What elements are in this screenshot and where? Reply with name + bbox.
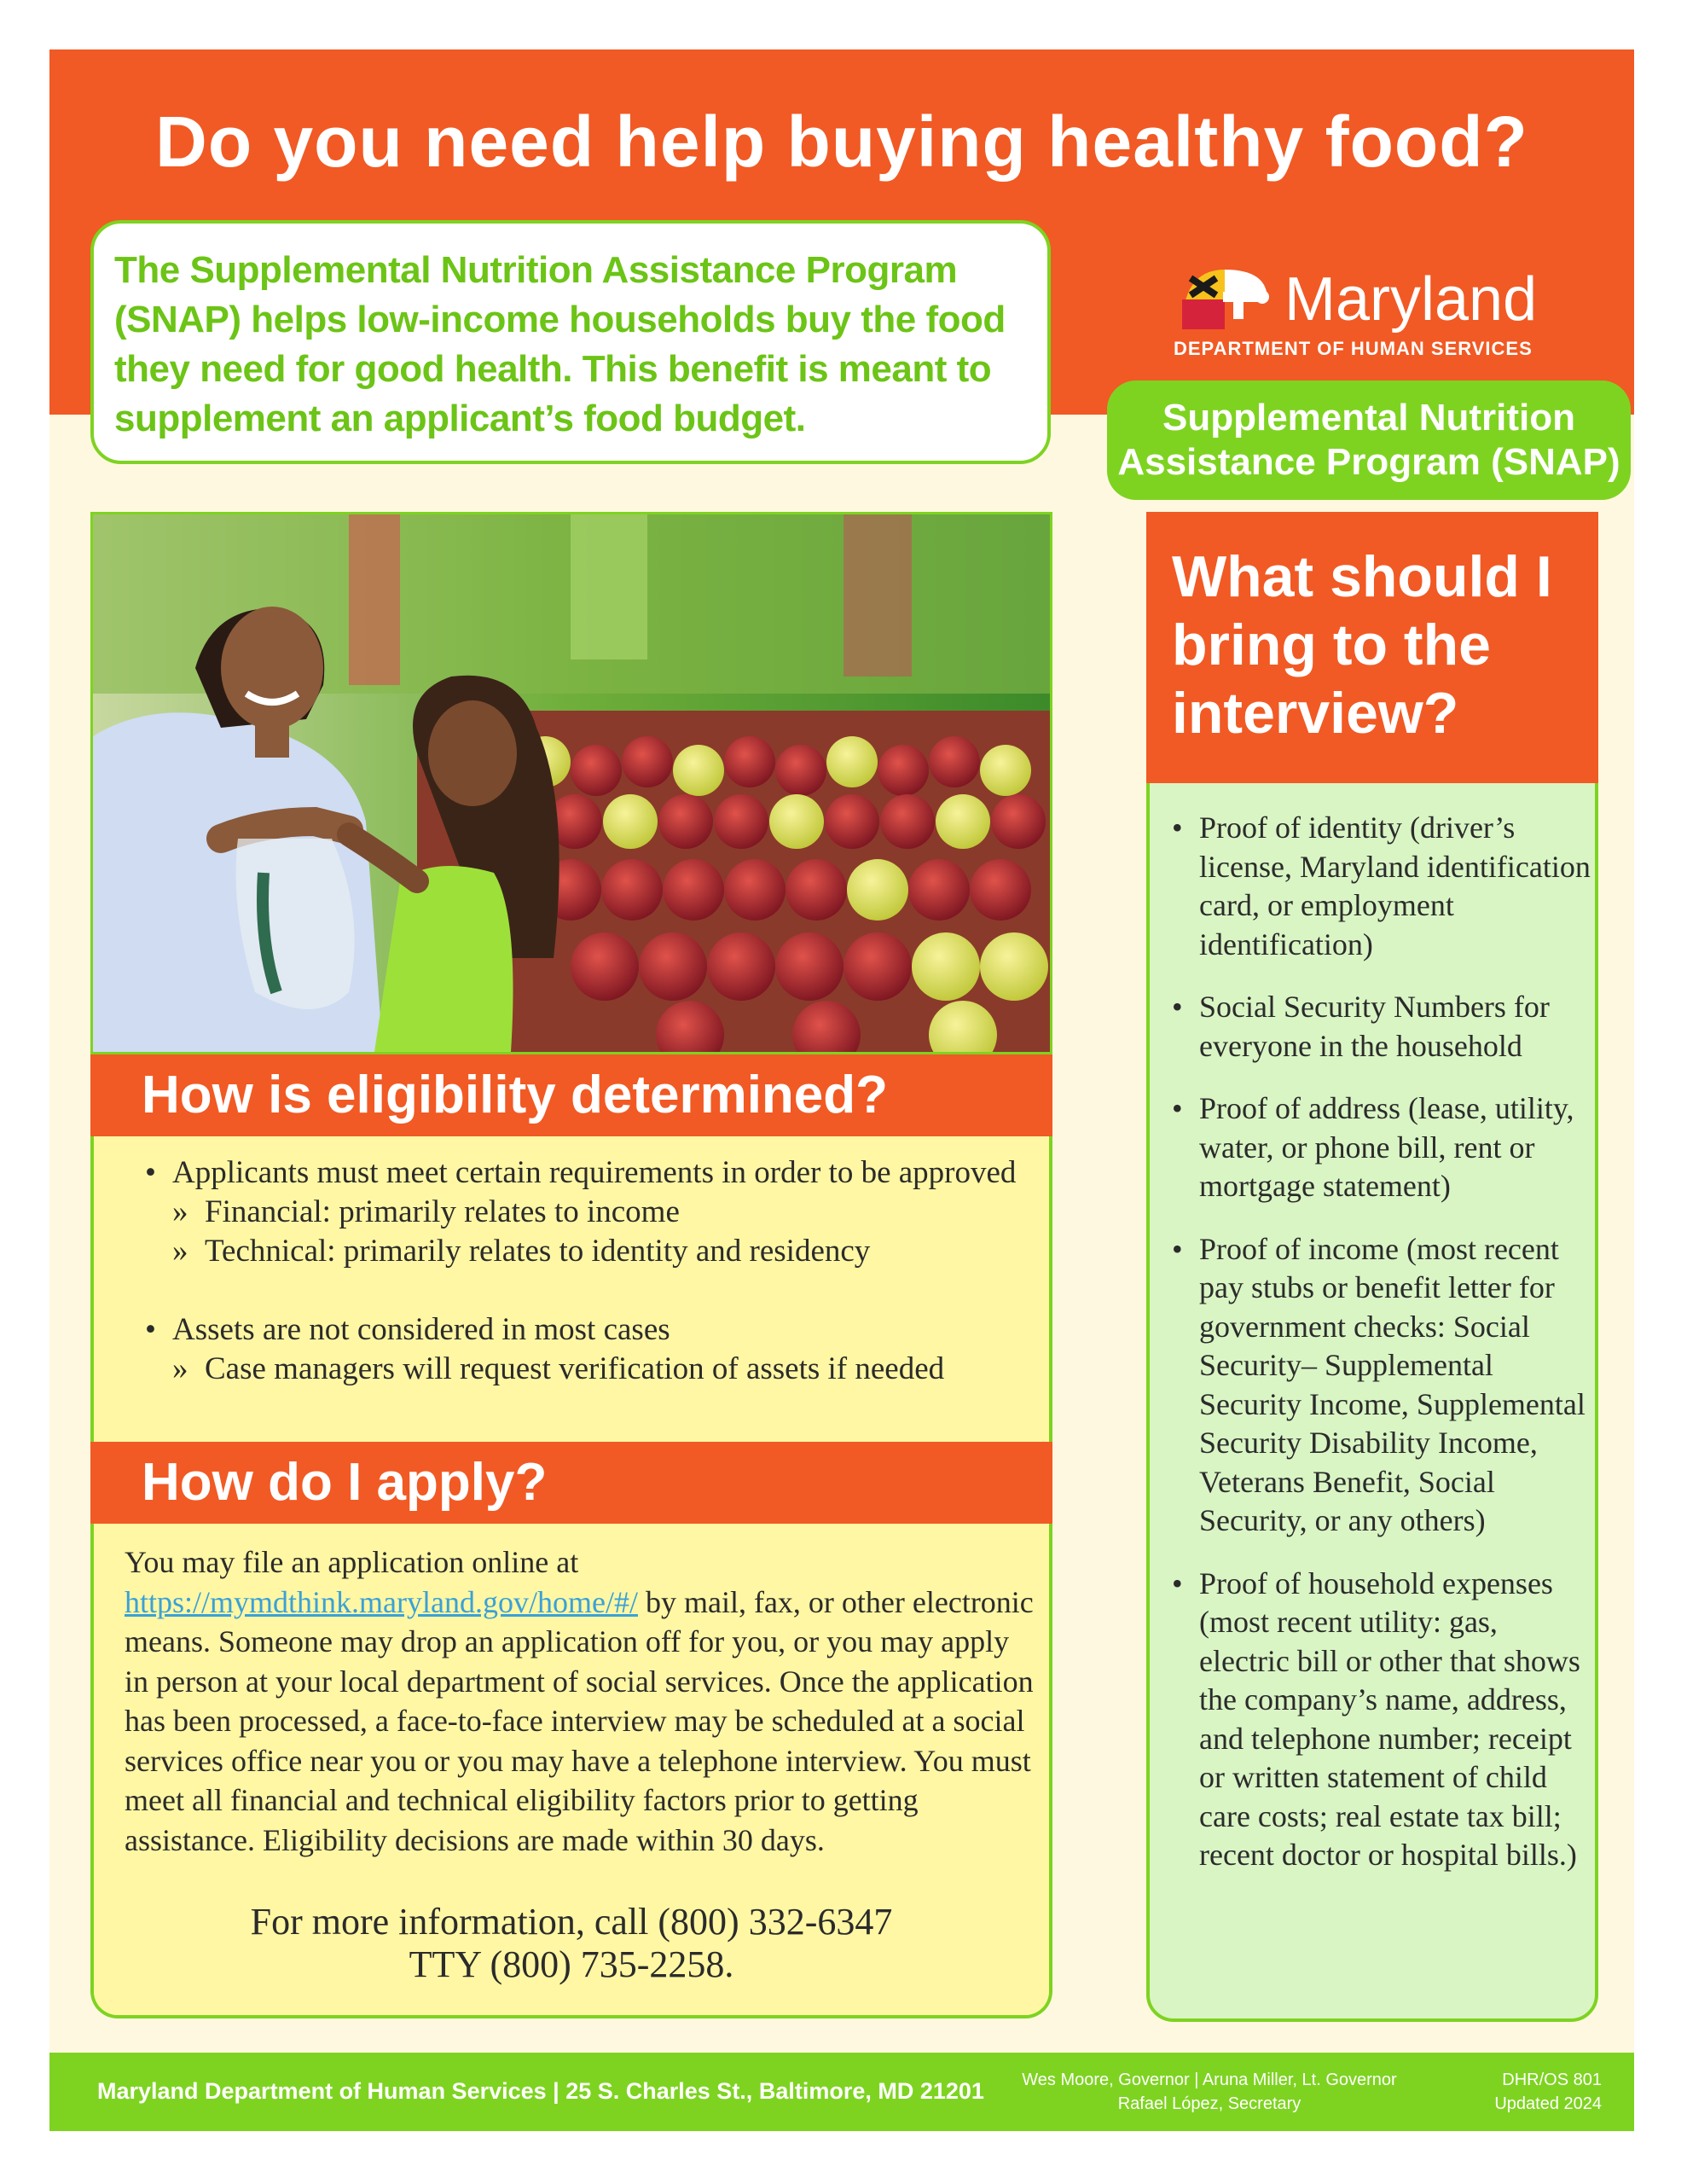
contact-phone (90, 1901, 1052, 1986)
footer-address: Maryland Department of Human Services | 25 S. Charles St., Baltimore, MD 21201 (97, 2078, 984, 2104)
program-pill-line2: Assistance Program (SNAP) (1117, 441, 1620, 483)
interview-heading-bar (1146, 512, 1598, 783)
maryland-dhs-logo (1174, 261, 1574, 363)
interview-heading: What should I bring to the interview? (1172, 544, 1552, 746)
maryland-flag-icon (1174, 261, 1276, 338)
tty-line: TTY (800) 735-2258. (409, 1943, 734, 1985)
list-subitem: » Case managers will request verification of assets if needed (142, 1350, 1037, 1389)
footer-officials (988, 2068, 1431, 2116)
intro-text: The Supplemental Nutrition Assistance Program (SNAP) helps low-income households buy the food they need for good health. This benefit is meant to supplement an applicant’s food budget. (114, 249, 1006, 439)
list-item: • Proof of household expenses (most recent utility: gas, electric bill or other that shows the company’s name, address, and telephone number; receipt or written statement of child care costs; real estate tax bill; recent doctor or hospital bills.) (1168, 1565, 1595, 1875)
apply-text-start: You may file an application online at (125, 1545, 579, 1579)
list-item: • Proof of identity (driver’s license, Maryland identification card, or employment identification) (1168, 809, 1595, 964)
list-item: • Proof of income (most recent pay stubs or benefit letter for government checks: Social Security– Supplemental Security Income, Supplemental Security Disability Income, Veterans Benefit, Social Security, or any others) (1168, 1230, 1595, 1541)
eligibility-list (142, 1153, 1037, 1389)
eligibility-heading: How is eligibility determined? (142, 1066, 889, 1124)
footer-officials-line1: Wes Moore, Governor | Aruna Miller, Lt. Governor (1022, 2071, 1397, 2089)
apply-text-rest: by mail, fax, or other electronic means. Someone may drop an application off for you, or you may apply in person at your local department of social services. Once the application has been processed, a face-to-face interview may be scheduled at a social services office near you or you may have a telephone interview. You must meet all financial and technical eligibility factors prior to getting assistance. Eligibility decisions are made within 30 days. (125, 1584, 1034, 1857)
list-subitem: » Technical: primarily relates to identity and residency (142, 1232, 1037, 1271)
logo-subtitle: DEPARTMENT OF HUMAN SERVICES (1174, 338, 1533, 359)
grocery-scene-illustration (93, 514, 1050, 1052)
list-item: • Applicants must meet certain requirements in order to be approved (142, 1153, 1037, 1193)
list-item: • Assets are not considered in most cases (142, 1310, 1037, 1350)
list-subitem: » Financial: primarily relates to income (142, 1193, 1037, 1232)
apply-heading: How do I apply? (142, 1453, 548, 1512)
apply-paragraph (125, 1542, 1037, 1860)
eligibility-heading-bar (90, 1054, 1052, 1136)
application-link[interactable]: https://mymdthink.maryland.gov/home/#/ (125, 1584, 638, 1619)
program-pill (1107, 380, 1631, 500)
list-item: • Proof of address (lease, utility, water, or phone bill, rent or mortgage statement) (1168, 1089, 1595, 1206)
phone-line: For more information, call (800) 332-6347 (250, 1901, 893, 1943)
updated-date: Updated 2024 (1494, 2094, 1602, 2113)
program-pill-line1: Supplemental Nutrition (1162, 397, 1575, 439)
interview-list (1168, 809, 1595, 1899)
intro-box (90, 220, 1051, 464)
form-id: DHR/OS 801 (1502, 2071, 1602, 2089)
footer-bar (49, 2053, 1634, 2131)
page-headline: Do you need help buying healthy food? (155, 102, 1528, 182)
grocery-photo (90, 512, 1052, 1054)
footer-form-info (1448, 2068, 1602, 2116)
logo-wordmark: Maryland (1284, 265, 1538, 334)
footer-officials-line2: Rafael López, Secretary (1117, 2094, 1301, 2113)
apply-heading-bar (90, 1442, 1052, 1524)
list-item: • Social Security Numbers for everyone in the household (1168, 988, 1595, 1066)
